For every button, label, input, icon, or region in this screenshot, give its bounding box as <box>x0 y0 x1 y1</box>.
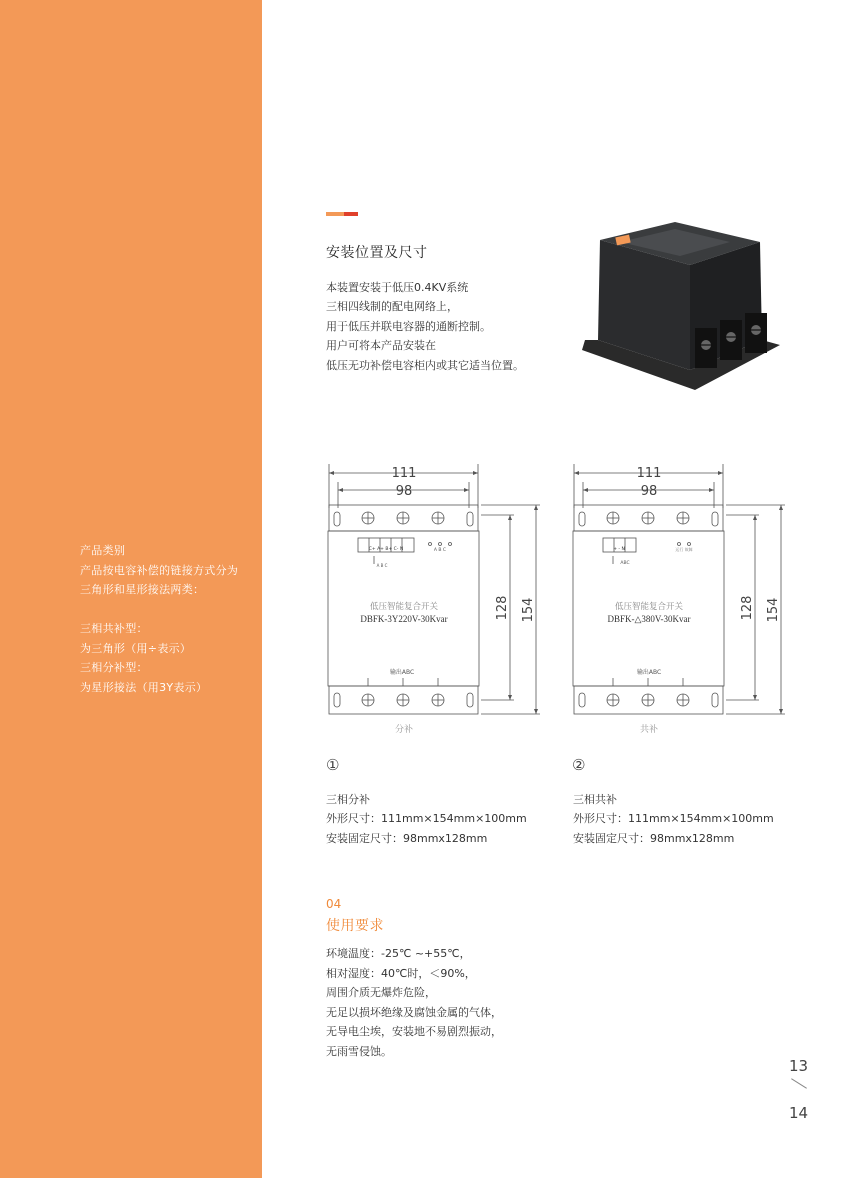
variant-number: ② <box>572 756 586 774</box>
side-line: 为星形接法（用3Y表示） <box>80 680 208 694</box>
terminal-labels: + - N <box>613 547 625 552</box>
drawing-caption: 共补 <box>639 725 659 735</box>
intro-line: 三相四线制的配电网络上， <box>326 300 458 314</box>
dim-98: 98 <box>395 484 413 499</box>
model-number: DBFK-△380V-30Kvar <box>607 614 691 624</box>
dim-111: 111 <box>391 466 417 481</box>
requirements-list <box>326 944 502 1062</box>
dim-154: 154 <box>521 597 536 623</box>
variant-outline: 外形尺寸：111mm×154mm×100mm <box>573 812 774 826</box>
side-line: 产品类别 <box>80 544 126 557</box>
model-number: DBFK-3Y220V-30Kvar <box>360 614 448 624</box>
variant-mounting: 安装固定尺寸：98mmx128mm <box>573 831 735 845</box>
variant-mounting: 安装固定尺寸：98mmx128mm <box>326 831 488 845</box>
section-number: 04 <box>326 897 342 911</box>
variant-name: 三相分补 <box>326 793 370 806</box>
requirement-line: 相对湿度：40℃时，＜90%， <box>326 966 476 980</box>
accent-orange <box>326 212 344 216</box>
dim-98: 98 <box>640 484 658 499</box>
intro-line: 本装置安装于低压0.4KV系统 <box>326 281 469 294</box>
input-label: ABC <box>620 561 630 566</box>
section-accent-bar <box>326 212 358 216</box>
product-photo <box>580 220 785 395</box>
dimension-drawing-2 <box>563 460 793 742</box>
intro-line: 用于低压并联电容器的通断控制。 <box>326 319 491 333</box>
indicator-labels: 运行 故障 <box>675 547 693 552</box>
side-line: 为三角形（用÷表示） <box>80 641 192 655</box>
requirement-line: 环境温度：-25℃ ~+55℃， <box>326 947 471 960</box>
dim-111: 111 <box>636 466 662 481</box>
accent-red <box>344 212 358 216</box>
indicator-labels: A B C <box>433 548 447 553</box>
sidebar-panel <box>0 0 262 1178</box>
dim-128: 128 <box>740 595 755 621</box>
side-spacer <box>80 600 238 620</box>
side-line: 三相共补型： <box>80 622 148 635</box>
input-label: A B C <box>376 563 388 568</box>
output-label: 输出ABC <box>389 669 415 676</box>
section-title-requirements: 使用要求 <box>326 918 384 934</box>
side-line: 三角形和星形接法两类： <box>80 583 205 596</box>
output-label: 输出ABC <box>636 669 662 676</box>
requirement-line: 无导电尘埃，安装地不易剧烈振动， <box>326 1025 502 1039</box>
side-line: 产品按电容补偿的链接方式分为 <box>80 563 239 577</box>
variant-outline: 外形尺寸：111mm×154mm×100mm <box>326 812 527 826</box>
dimension-drawing-1 <box>318 460 548 742</box>
intro-line: 用户可将本产品安装在 <box>326 339 436 353</box>
variant-spec-2 <box>573 790 774 848</box>
dim-128: 128 <box>495 595 510 621</box>
requirement-line: 周围介质无爆炸危险， <box>326 986 436 1000</box>
requirement-line: 无雨雪侵蚀。 <box>326 1044 392 1058</box>
page-number-left: 13 <box>789 1057 809 1075</box>
requirement-line: 无足以损坏绝缘及腐蚀金属的气体， <box>326 1005 502 1019</box>
face-title: 低压智能复合开关 <box>369 602 439 612</box>
drawing-caption: 分补 <box>394 725 414 735</box>
page-number-right: 14 <box>789 1104 809 1122</box>
product-category-text <box>80 541 238 697</box>
section-title-installation: 安装位置及尺寸 <box>326 245 428 261</box>
face-title: 低压智能复合开关 <box>614 602 684 612</box>
intro-line: 低压无功补偿电容柜内或其它适当位置。 <box>326 358 524 372</box>
dim-154: 154 <box>766 597 781 623</box>
side-line: 三相分补型： <box>80 661 148 674</box>
variant-name: 三相共补 <box>573 793 617 806</box>
installation-intro <box>326 278 524 375</box>
terminal-labels: C+ A+ B+ C- N <box>368 547 404 552</box>
variant-number: ① <box>326 756 340 774</box>
variant-spec-1 <box>326 790 527 848</box>
page-number-divider <box>791 1078 807 1088</box>
